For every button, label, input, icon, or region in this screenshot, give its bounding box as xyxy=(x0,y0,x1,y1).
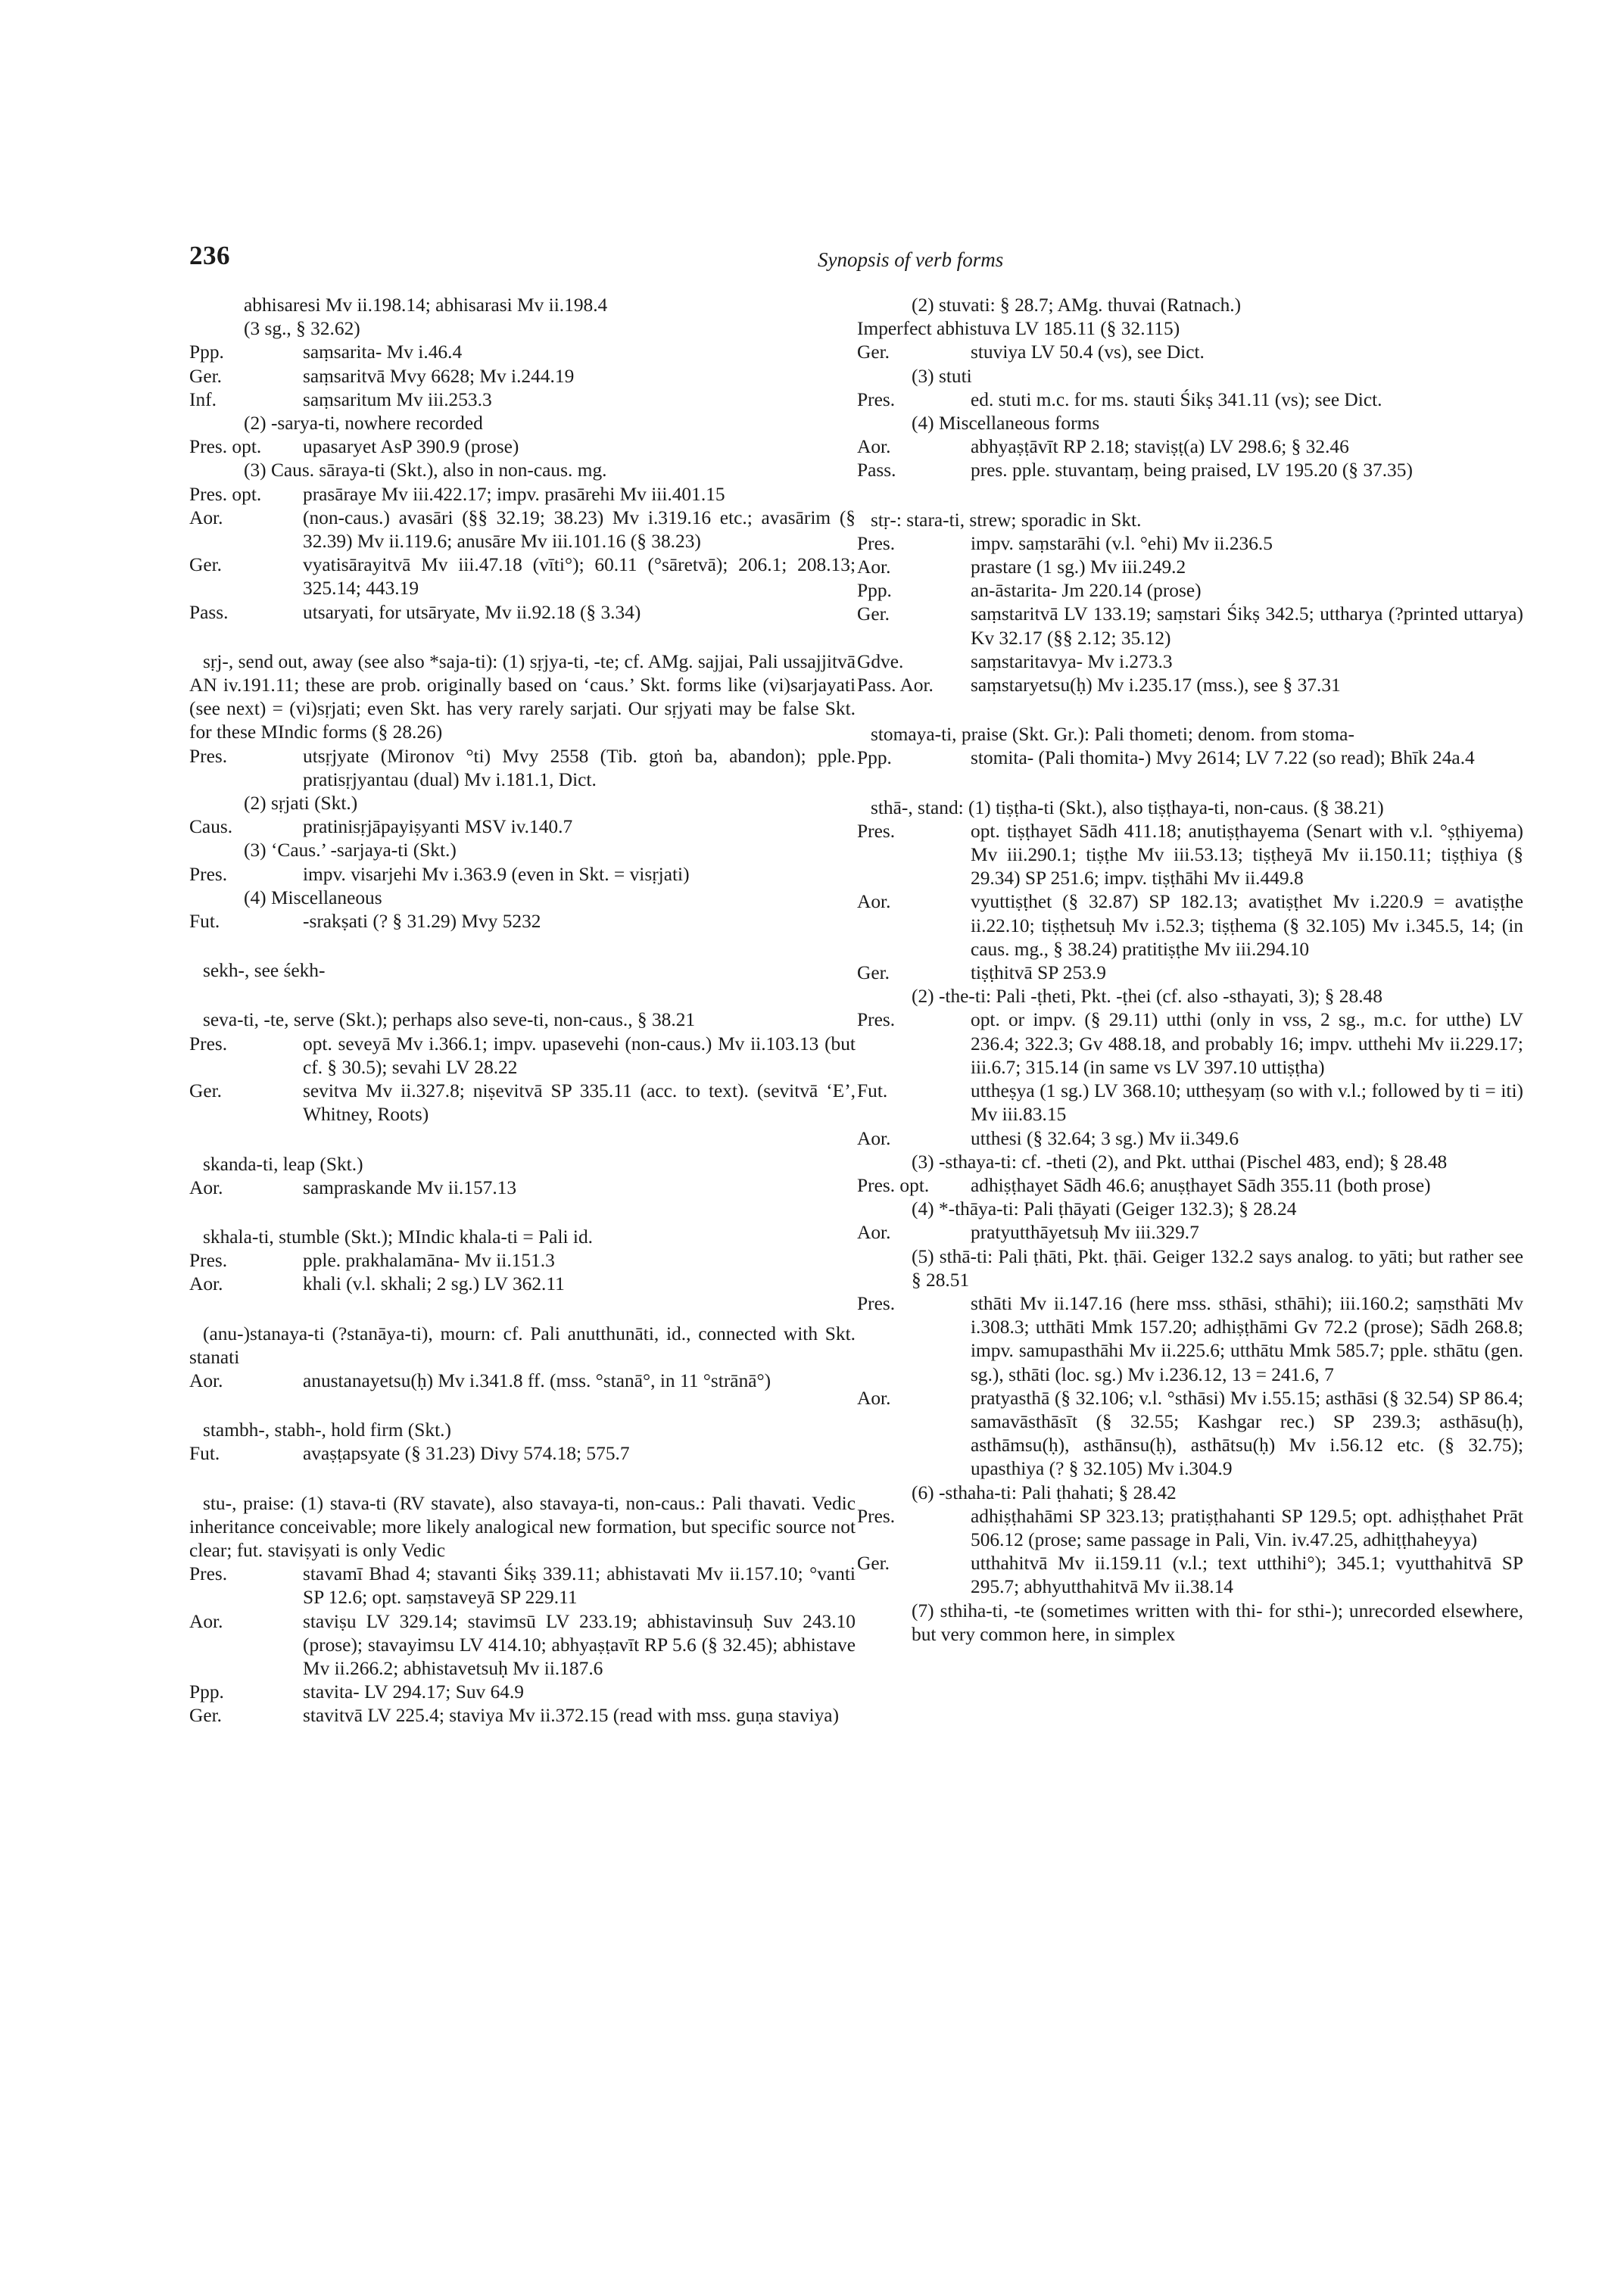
entry-subsection xyxy=(857,1481,1523,1505)
dictionary-entry xyxy=(189,1153,856,1200)
entry-form-line xyxy=(857,674,1523,697)
grammatical-label: Aor. xyxy=(189,1176,223,1198)
grammatical-label: Aor. xyxy=(189,1273,223,1295)
entry-form-line xyxy=(857,1174,1523,1198)
entry-form-line xyxy=(857,556,1523,579)
entry-text: pple. prakhalamāna- Mv ii.151.3 xyxy=(303,1250,555,1272)
entry-form-line xyxy=(857,746,1523,770)
entry-form-line xyxy=(189,863,856,886)
entry-headword-line xyxy=(189,1492,856,1563)
grammatical-label: Aor. xyxy=(189,1610,223,1632)
entry-form-line xyxy=(857,1292,1523,1387)
grammatical-label: Aor. xyxy=(857,1127,891,1149)
entry-form-line xyxy=(189,553,856,600)
grammatical-label: Pres. opt. xyxy=(857,1174,930,1196)
grammatical-label: Ppp. xyxy=(189,1681,224,1703)
entry-headword-line xyxy=(189,1323,856,1369)
entry-text: avaṣṭapsyate (§ 31.23) Divy 574.18; 575.7 xyxy=(303,1443,630,1465)
grammatical-label: Pres. xyxy=(857,532,896,554)
grammatical-label: Aor. xyxy=(857,1387,891,1409)
entry-text: saṃsarita- Mv i.46.4 xyxy=(303,341,463,363)
entry-subsection xyxy=(857,294,1523,317)
entry-text: opt. or impv. (§ 29.11) utthi (only in vss, 2 sg., m.c. for utthe) LV 236.4; 322.3; Gv 488.18, and probably 16; impv. utthehi Mv ii.229.17; iii.6.7; 315.14 (in same vs LV 397.10 uttiṣṭha) xyxy=(971,1009,1523,1078)
entry-text: stavita- LV 294.17; Suv 64.9 xyxy=(303,1681,525,1703)
dictionary-entry xyxy=(189,1492,856,1728)
dictionary-entry xyxy=(189,1323,856,1394)
entry-form-line xyxy=(189,294,856,317)
grammatical-label: Aor. xyxy=(189,506,223,528)
entry-form-line xyxy=(857,1127,1523,1151)
entry-text: sthā-, stand: (1) tiṣṭha-ti (Skt.), also tiṣṭhaya-ti, non-caus. (§ 38.21) xyxy=(871,796,1384,818)
grammatical-label: Pres. xyxy=(857,388,896,410)
entry-text: (anu-)stanaya-ti (?stanāya-ti), mourn: cf. Pali anutthunāti, id., connected with Skt. stanati xyxy=(189,1323,856,1368)
entry-text: skanda-ti, leap (Skt.) xyxy=(203,1153,363,1175)
entry-text: sekh-, see śekh- xyxy=(203,960,326,982)
entry-form-line xyxy=(857,1552,1523,1599)
entry-text: (2) -the-ti: Pali -ṭheti, Pkt. -ṭhei (cf. also -sthayati, 3); § 28.48 xyxy=(912,986,1382,1008)
right-column xyxy=(857,294,1523,1672)
entry-form-line xyxy=(189,1369,856,1393)
entry-text: opt. tiṣṭhayet Sādh 411.18; anutiṣṭhayema (Senart with v.l. °ṣṭhiyema) Mv iii.290.1; tiṣṭhe Mv iii.53.13; tiṣṭheyā Mv ii.150.11; tiṣṭhiya (§ 29.34) SP 251.6; impv. tiṣṭhāhi Mv ii.449.8 xyxy=(971,820,1523,889)
grammatical-label: Ppp. xyxy=(189,341,224,363)
entry-text: adhiṣṭhayet Sādh 46.6; anuṣṭhayet Sādh 355.11 (both prose) xyxy=(971,1174,1431,1196)
entry-text: an-āstarita- Jm 220.14 (prose) xyxy=(971,580,1202,602)
dictionary-entry xyxy=(189,1008,856,1126)
entry-text: (7) sthiha-ti, -te (sometimes written with thi- for sthi-); unrecorded elsewhere, but very common here, in simplex xyxy=(912,1600,1523,1645)
entry-text: pratyasthā (§ 32.106; v.l. °sthāsi) Mv i.55.15; asthāsi (§ 32.54) SP 86.4; samavāsthāsīt (§ 32.55; Kashgar rec.) SP 239.3; asthāsu(ḥ), asthāmsu(ḥ), asthānsu(ḥ), asthātsu(ḥ) Mv i.56.12 etc. (§ 32.75); upasthiya (? § 32.105) Mv i.304.9 xyxy=(971,1387,1523,1480)
entry-text: stomita- (Pali thomita-) Mvy 2614; LV 7.22 (so read); Bhīk 24a.4 xyxy=(971,747,1475,769)
grammatical-label: Aor. xyxy=(857,436,891,458)
entry-text: stṛ-: stara-ti, strew; sporadic in Skt. xyxy=(871,509,1142,531)
entry-text: vyuttiṣṭhet (§ 32.87) SP 182.13; avatiṣṭhet Mv i.220.9 = avatiṣṭhe ii.22.10; tiṣṭhetsuḥ Mv i.52.3; tiṣṭhema (§ 32.105) Mv i.345.5, 14; (in caus. mg., § 38.24) pratitiṣṭhe Mv iii.294.10 xyxy=(971,891,1523,960)
entry-form-line xyxy=(857,1008,1523,1080)
entry-subsection xyxy=(857,1198,1523,1221)
entry-text: tiṣṭhitvā SP 253.9 xyxy=(971,962,1106,984)
grammatical-label: Aor. xyxy=(857,1222,891,1244)
entry-text: (2) -sarya-ti, nowhere recorded xyxy=(244,413,483,435)
entry-form-line xyxy=(857,1387,1523,1481)
entry-text: pratyutthāyetsuḥ Mv iii.329.7 xyxy=(971,1222,1199,1244)
grammatical-label: Pres. xyxy=(189,1250,228,1272)
entry-text: (6) -sthaha-ti: Pali ṭhahati; § 28.42 xyxy=(912,1481,1177,1503)
entry-text: prastare (1 sg.) Mv iii.249.2 xyxy=(971,556,1186,578)
entry-text: sthāti Mv ii.147.16 (here mss. sthāsi, sthāhi); iii.160.2; saṃsthāti Mv i.308.3; utthāti Mmk 157.20; adhiṣṭhāmi Gv 72.2 (prose); Sādh 268.8; impv. samupasthāhi Mv ii.225.6; utthātu Mmk 585.7; pple. sthātu (gen. sg.), sthāti (loc. sg.) Mv i.236.12, 13 = 241.6, 7 xyxy=(971,1292,1523,1385)
entry-text: opt. seveyā Mv i.366.1; impv. upasevehi (non-caus.) Mv ii.103.13 (but cf. § 30.5); sevahi LV 28.22 xyxy=(303,1033,856,1078)
entry-subsection xyxy=(189,886,856,910)
entry-form-line xyxy=(189,601,856,625)
entry-headword-line xyxy=(189,1419,856,1442)
entry-headword-line xyxy=(857,723,1523,746)
entry-text: (3 sg., § 32.62) xyxy=(244,318,360,340)
grammatical-label: Ger. xyxy=(857,1553,890,1575)
grammatical-label: Pres. opt. xyxy=(189,436,262,458)
entry-headword-line xyxy=(189,959,856,983)
entry-form-line xyxy=(189,1249,856,1273)
entry-text: (5) sthā-ti: Pali ṭhāti, Pkt. ṭhāi. Geiger 132.2 says analog. to yāti; but rather see § 28.51 xyxy=(912,1245,1523,1291)
grammatical-label: Ppp. xyxy=(857,580,892,602)
entry-text: anustanayetsu(ḥ) Mv i.341.8 ff. (mss. °stanā°, in 11 °strānā°) xyxy=(303,1369,771,1391)
entry-form-line xyxy=(189,1442,856,1466)
entry-text: impv. visarjehi Mv i.363.9 (even in Skt. = visṛjati) xyxy=(303,863,690,885)
entry-form-line xyxy=(857,1221,1523,1245)
grammatical-label: Aor. xyxy=(857,556,891,578)
entry-form-line xyxy=(189,341,856,364)
grammatical-label: Pres. xyxy=(189,863,228,885)
dictionary-entry xyxy=(857,723,1523,770)
entry-text: saṃstaritavya- Mv i.273.3 xyxy=(971,650,1173,672)
entry-text: sevitva Mv ii.327.8; niṣevitvā SP 335.11 (acc. to text). (sevitvā ‘E’, Whitney, Roots) xyxy=(303,1080,856,1126)
entry-text: utthesi (§ 32.64; 3 sg.) Mv ii.349.6 xyxy=(971,1127,1239,1149)
entry-form-line xyxy=(189,910,856,933)
entry-form-line xyxy=(189,1610,856,1681)
entry-text: adhiṣṭhahāmi SP 323.13; pratiṣṭhahanti SP 129.5; opt. adhiṣṭhahet Prāt 506.12 (prose; same passage in Pali, Vin. iv.47.25, adhiṭṭhaheyya) xyxy=(971,1505,1523,1550)
entry-text: sampraskande Mv ii.157.13 xyxy=(303,1176,517,1198)
entry-form-line xyxy=(857,603,1523,650)
entry-text: ed. stuti m.c. for ms. stauti Śikṣ 341.11 (vs); see Dict. xyxy=(971,388,1382,410)
entry-text: saṃsaritum Mv iii.253.3 xyxy=(303,388,492,410)
running-title: Synopsis of verb forms xyxy=(818,248,1004,271)
page-number: 236 xyxy=(189,241,230,270)
entry-text: (3) stuti xyxy=(912,365,972,387)
entry-form-line xyxy=(857,435,1523,459)
entry-text: stomaya-ti, praise (Skt. Gr.): Pali thometi; denom. from stoma- xyxy=(871,724,1354,746)
grammatical-label: Pres. xyxy=(857,1505,896,1527)
entry-form-line xyxy=(857,532,1523,556)
grammatical-label: Gdve. xyxy=(857,650,904,672)
entry-text: saṃsaritvā Mvy 6628; Mv i.244.19 xyxy=(303,365,575,387)
entry-subsection xyxy=(189,792,856,815)
entry-text: utsṛjyate (Mironov °ti) Mvy 2558 (Tib. gtoṅ ba, abandon); pple. pratisṛjyantau (dual) Mv i.181.1, Dict. xyxy=(303,745,856,790)
entry-subsection xyxy=(189,459,856,482)
dictionary-entry xyxy=(189,959,856,983)
entry-form-line xyxy=(189,435,856,459)
dictionary-entry xyxy=(857,509,1523,698)
grammatical-label: Pass. Aor. xyxy=(857,675,934,696)
entry-text: (3) ‘Caus.’ -sarjaya-ti (Skt.) xyxy=(244,840,457,861)
entry-text: utsaryati, for utsāryate, Mv ii.92.18 (§ 3.34) xyxy=(303,601,641,623)
grammatical-label: Ger. xyxy=(857,341,890,363)
entry-text: stavamī Bhad 4; stavanti Śikṣ 339.11; abhistavati Mv ii.157.10; °vanti SP 12.6; opt. saṃstaveyā SP 229.11 xyxy=(303,1563,856,1609)
entry-form-line xyxy=(189,365,856,388)
entry-form-line xyxy=(857,1080,1523,1126)
grammatical-label: Ppp. xyxy=(857,747,892,769)
entry-text: seva-ti, -te, serve (Skt.); perhaps also seve-ti, non-caus., § 38.21 xyxy=(203,1009,696,1031)
entry-headword-line xyxy=(857,796,1523,820)
entry-text: sṛj-, send out, away (see also *saja-ti): (1) sṛjya-ti, -te; cf. AMg. sajjai, Pali ussajjitvā AN iv.191.11; these are prob. originally based on ‘caus.’ Skt. forms like (vi)sarjayati (see next) = (vi)sṛjati; even Skt. has very rarely sarjati. Our sṛjyati may be false Skt. for these MIndic forms (§ 28.26) xyxy=(189,650,856,743)
entry-text: (non-caus.) avasāri (§§ 32.19; 38.23) Mv i.319.16 etc.; avasārim (§ 32.39) Mv ii.119.6; anusāre Mv iii.101.16 (§ 38.23) xyxy=(303,506,856,553)
grammatical-label: Aor. xyxy=(189,1369,223,1391)
grammatical-label: Pres. xyxy=(189,745,228,767)
entry-subsection xyxy=(189,839,856,862)
entry-subsection xyxy=(857,1151,1523,1174)
entry-form-line xyxy=(857,459,1523,482)
grammatical-label: Ger. xyxy=(857,962,890,984)
entry-text: utthahitvā Mv ii.159.11 (v.l.; text utthihi°); 345.1; vyutthahitvā SP 295.7; abhyutthahitvā Mv ii.38.14 xyxy=(971,1553,1523,1598)
entry-text: (4) Miscellaneous forms xyxy=(912,413,1100,435)
entry-text: (2) stuvati: § 28.7; AMg. thuvai (Ratnach.) xyxy=(912,294,1242,316)
grammatical-label: Pres. xyxy=(857,1009,896,1031)
entry-form-line xyxy=(189,1080,856,1126)
entry-form-line xyxy=(857,820,1523,891)
entry-form-line xyxy=(189,1176,856,1200)
dictionary-entry xyxy=(189,1419,856,1466)
entry-form-line xyxy=(857,579,1523,603)
entry-subsection xyxy=(857,985,1523,1008)
entry-text: uttheṣya (1 sg.) LV 368.10; uttheṣyaṃ (so with v.l.; followed by ti = iti) Mv iii.83.15 xyxy=(971,1080,1523,1126)
entry-headword-line xyxy=(857,509,1523,532)
grammatical-label: Ger. xyxy=(189,1705,223,1727)
grammatical-label: Fut. xyxy=(857,1080,888,1102)
entry-headword-line xyxy=(189,1226,856,1249)
entry-form-line xyxy=(857,341,1523,364)
entry-text: staviṣu LV 329.14; stavimsū LV 233.19; abhistavinsuḥ Suv 243.10 (prose); stavayimsu LV 414.10; abhyaṣṭavīt RP 5.6 (§ 32.45); abhistave Mv ii.266.2; abhistavetsuḥ Mv ii.187.6 xyxy=(303,1610,856,1679)
dictionary-entry xyxy=(189,650,856,933)
grammatical-label: Pass. xyxy=(189,601,229,623)
entry-text: stambh-, stabh-, hold firm (Skt.) xyxy=(203,1419,451,1441)
entry-headword-line xyxy=(189,1153,856,1176)
entry-text: pratinisṛjāpayiṣyanti MSV iv.140.7 xyxy=(303,816,573,838)
entry-text: (3) Caus. sāraya-ti (Skt.), also in non-caus. mg. xyxy=(244,460,607,481)
dictionary-entry xyxy=(189,1226,856,1297)
grammatical-label: Ger. xyxy=(857,603,890,625)
entry-text: (3) -sthaya-ti: cf. -theti (2), and Pkt. utthai (Pischel 483, end); § 28.48 xyxy=(912,1151,1448,1173)
entry-form-line xyxy=(857,890,1523,961)
entry-text: saṃstaryetsu(ḥ) Mv i.235.17 (mss.), see § 37.31 xyxy=(971,675,1341,696)
entry-subsection xyxy=(857,1245,1523,1292)
grammatical-label: Ger. xyxy=(189,365,223,387)
entry-form-line xyxy=(189,388,856,412)
entry-form-line xyxy=(189,483,856,506)
entry-text: saṃstaritvā LV 133.19; saṃstari Śikṣ 342.5; uttharya (?printed uttarya) Kv 32.17 (§§ 2.12; 35.12) xyxy=(971,603,1523,649)
entry-headword-line xyxy=(189,650,856,745)
grammatical-label: Caus. xyxy=(189,816,233,838)
entry-subsection xyxy=(857,1600,1523,1647)
grammatical-label: Ger. xyxy=(189,1080,223,1102)
entry-form-line xyxy=(189,1562,856,1609)
entry-form-line xyxy=(857,317,1523,341)
entry-text: -srakṣati (? § 31.29) Mvy 5232 xyxy=(303,911,541,933)
entry-subsection xyxy=(857,412,1523,435)
grammatical-label: Ger. xyxy=(189,554,223,576)
entry-text: (4) *-thāya-ti: Pali ṭhāyati (Geiger 132.3); § 28.24 xyxy=(912,1198,1297,1220)
entry-text: stu-, praise: (1) stava-ti (RV stavate), also stavaya-ti, non-caus.: Pali thavati. Vedic inheritance conceivable; more likely analogical new formation, but specific source not clear; fut. staviṣyati is only Vedic xyxy=(189,1492,856,1561)
entry-form-line xyxy=(189,815,856,839)
dictionary-entry xyxy=(189,294,856,625)
grammatical-label: Pres. xyxy=(857,820,896,842)
entry-text: abhyaṣṭāvīt RP 2.18; staviṣṭ(a) LV 298.6; § 32.46 xyxy=(971,436,1349,458)
left-column xyxy=(189,294,856,1754)
entry-text: upasaryet AsP 390.9 (prose) xyxy=(303,436,519,458)
grammatical-label: Inf. xyxy=(189,388,217,410)
entry-form-line xyxy=(189,745,856,792)
entry-text: (2) sṛjati (Skt.) xyxy=(244,793,358,815)
entry-form-line xyxy=(189,506,856,553)
entry-form-line xyxy=(857,388,1523,412)
dictionary-entry xyxy=(857,796,1523,1647)
grammatical-label: Fut. xyxy=(189,1443,220,1465)
entry-headword-line xyxy=(189,1008,856,1032)
entry-text: stavitvā LV 225.4; staviya Mv ii.372.15 (read with mss. guṇa staviya) xyxy=(303,1705,840,1727)
entry-text: impv. saṃstarāhi (v.l. °ehi) Mv ii.236.5 xyxy=(971,532,1273,554)
grammatical-label: Pres. xyxy=(857,1292,896,1314)
grammatical-label: Pres. xyxy=(189,1563,228,1585)
entry-text: pres. pple. stuvantaṃ, being praised, LV 195.20 (§ 37.35) xyxy=(971,460,1413,481)
entry-form-line xyxy=(189,1681,856,1704)
dictionary-entry xyxy=(857,294,1523,483)
entry-text: khali (v.l. skhali; 2 sg.) LV 362.11 xyxy=(303,1273,565,1295)
entry-text: (4) Miscellaneous xyxy=(244,886,382,908)
entry-form-line xyxy=(189,1033,856,1080)
entry-text: abhisaresi Mv ii.198.14; abhisarasi Mv ii.198.4 xyxy=(244,294,608,316)
entry-form-line xyxy=(189,1704,856,1728)
grammatical-label: Aor. xyxy=(857,891,891,913)
grammatical-label: Pres. opt. xyxy=(189,483,262,505)
entry-subsection xyxy=(189,412,856,435)
entry-subsection xyxy=(857,365,1523,388)
entry-text: vyatisārayitvā Mv iii.47.18 (vīti°); 60.11 (°sāretvā); 206.1; 208.13; 325.14; 443.19 xyxy=(303,554,856,600)
entry-text: Imperfect abhistuva LV 185.11 (§ 32.115) xyxy=(857,318,1180,340)
entry-form-line xyxy=(857,650,1523,674)
entry-form-line xyxy=(857,961,1523,985)
grammatical-label: Pass. xyxy=(857,460,896,481)
entry-form-line xyxy=(857,1505,1523,1552)
entry-form-line xyxy=(189,1273,856,1296)
grammatical-label: Fut. xyxy=(189,911,220,933)
entry-text: stuviya LV 50.4 (vs), see Dict. xyxy=(971,341,1205,363)
grammatical-label: Pres. xyxy=(189,1033,228,1055)
entry-form-line xyxy=(189,317,856,341)
entry-text: skhala-ti, stumble (Skt.); MIndic khala-ti = Pali id. xyxy=(203,1226,594,1248)
entry-text: prasāraye Mv iii.422.17; impv. prasārehi Mv iii.401.15 xyxy=(303,483,725,505)
